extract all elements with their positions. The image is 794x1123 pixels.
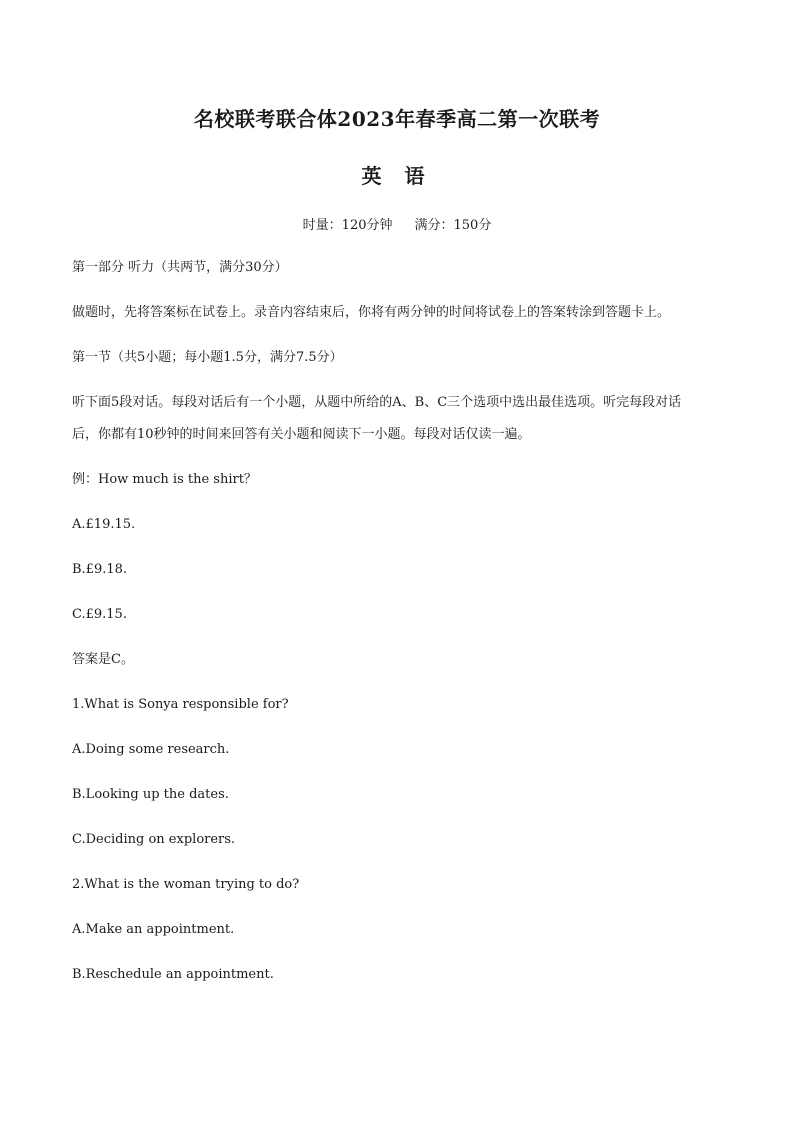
question-1-option-c: C.Deciding on explorers. — [72, 832, 236, 847]
example-option-a: A.£19.15. — [72, 517, 136, 532]
directions-line-1: 听下面5段对话。每段对话后有一个小题，从题中所给的A、B、C三个选项中选出最佳选项。听完每段对话 — [72, 395, 682, 410]
question-2-option-a: A.Make an appointment. — [72, 922, 235, 937]
question-2: 2.What is the woman trying to do? — [72, 877, 300, 892]
full-score: 满分：150分 — [414, 218, 492, 233]
example-option-c: C.£9.15. — [72, 607, 127, 622]
example-question: 例：How much is the shirt？ — [72, 472, 257, 487]
directions-line-2: 后，你都有10秒钟的时间来回答有关小题和阅读下一小题。每段对话仅读一遍。 — [72, 427, 531, 442]
question-1-option-b: B.Looking up the dates. — [72, 787, 229, 802]
question-2-option-b: B.Reschedule an appointment. — [72, 967, 274, 982]
example-option-b: B.£9.18. — [72, 562, 128, 577]
exam-meta — [0, 214, 794, 233]
instruction-text: 做题时，先将答案标在试卷上。录音内容结束后，你将有两分钟的时间将试卷上的答案转涂到答题卡上。 — [72, 305, 671, 320]
exam-title: 名校联考联合体2023年春季高二第一次联考 — [193, 107, 601, 131]
section-heading: 第一节（共5小题；每小题1.5分，满分7.5分） — [72, 350, 343, 365]
question-1-option-a: A.Doing some research. — [72, 742, 230, 757]
question-1: 1.What is Sonya responsible for? — [72, 697, 289, 712]
subject-title: 英 语 — [361, 164, 433, 188]
time-limit: 时量：120分钟 — [302, 218, 393, 233]
example-answer: 答案是C。 — [72, 652, 134, 667]
part-heading: 第一部分 听力（共两节，满分30分） — [72, 260, 288, 275]
